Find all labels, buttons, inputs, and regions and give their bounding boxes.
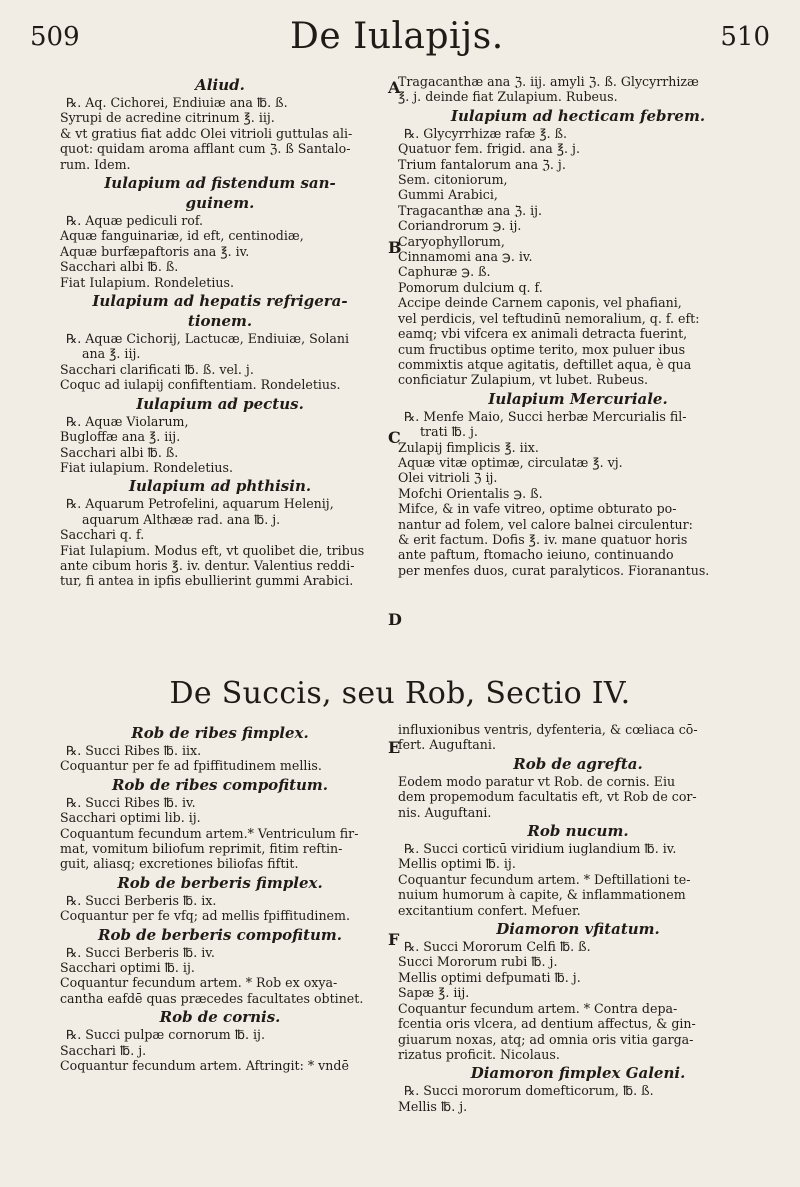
text-line: Tragacanthæ ana ℨ. iij. amyli ℨ. ß. Glycyrrhizæ xyxy=(398,74,699,89)
text-line: trati ℔. j. xyxy=(420,424,478,440)
text-line: influxionibus ventris, dyfenteria, & cœliaca cō- xyxy=(398,722,698,737)
margin-letter-f: F xyxy=(388,930,400,949)
recipe-heading: Aliud. xyxy=(195,76,245,94)
text-line: dem propemodum facultatis eft, vt Rob de cor- xyxy=(398,789,697,805)
text-line: Aquæ vitæ optimæ, circulatæ ℥. vj. xyxy=(398,454,623,470)
text-line: conficiatur Zulapium, vt lubet. Rubeus. xyxy=(398,372,649,388)
text-line: Sacchari albi ℔. ß. xyxy=(60,444,179,460)
recipe-heading: tionem. xyxy=(187,312,253,331)
recipe-heading: Diamoron fimplex Galeni. xyxy=(470,1064,686,1083)
text-line: ℞. Succi pulpæ cornorum ℔. ij. xyxy=(66,1027,265,1043)
text-line: ante cibum horis ℥. iv. dentur. Valentius reddi- xyxy=(60,557,355,573)
text-line: Coquc ad iulapij confiftentiam. Rondeletius. xyxy=(60,377,341,393)
recipe-heading: Rob de ribes fimplex. xyxy=(131,724,309,742)
text-line: Coquantur fecundum artem. * Contra depa- xyxy=(398,1000,678,1016)
text-line: ℞. Succi mororum domefticorum, ℔. ß. xyxy=(404,1083,654,1099)
text-line: per menfes duos, curat paralyticos. Fioranantus. xyxy=(398,562,710,578)
text-line: nis. Auguftani. xyxy=(398,804,492,820)
text-line: cum fructibus optime terito, mox puluer ibus xyxy=(398,341,686,357)
text-line: ℞. Succi Ribes ℔. iix. xyxy=(66,743,202,758)
text-line: ante paftum, ftomacho ieiuno, continuando xyxy=(398,547,674,563)
text-line: tur, fi antea in ipfis ebullierint gummi Arabici. xyxy=(60,573,354,589)
text-line: Accipe deinde Carnem caponis, vel phafiani, xyxy=(398,295,682,311)
section-heading: De Succis, seu Rob, Sectio IV. xyxy=(169,676,631,711)
text-line: Sacchari albi ℔. ß. xyxy=(60,259,179,275)
text-line: Aquæ burfæpaftoris ana ℥. iv. xyxy=(60,243,250,259)
text-line: & vt gratius fiat addc Olei vitrioli guttulas ali- xyxy=(60,125,353,141)
text-line: ℞. Succi Berberis ℔. iv. xyxy=(66,944,215,960)
text-line: Sacchari optimi ℔. ij. xyxy=(60,960,195,976)
recipe-heading: guinem. xyxy=(185,194,255,213)
recipe-heading: Iulapium ad fistendum san- xyxy=(104,174,336,193)
text-line: Tragacanthæ ana ℨ. ij. xyxy=(398,202,543,218)
text-line: Coquantur fecundum artem. * Rob ex oxya- xyxy=(60,975,338,991)
margin-letter-b: B xyxy=(388,238,402,257)
text-line: Coquantur fecundum artem. Aftringit: * vndē xyxy=(60,1058,349,1074)
text-line: ℞. Aq. Cichorei, Endiuiæ ana ℔. ß. xyxy=(66,95,288,110)
text-line: commixtis atque agitatis, deftillet aqua, è qua xyxy=(398,356,692,372)
text-line: Syrupi de acredine citrinum ℥. iij. xyxy=(60,110,275,126)
text-line: & erit factum. Dofis ℥. iv. mane quatuor horis xyxy=(398,531,688,547)
recipe-heading: Diamoron vfitatum. xyxy=(496,920,660,939)
running-title: De Iulapijs. xyxy=(290,16,504,57)
text-line: fcentia oris vlcera, ad dentium affectus, & gin- xyxy=(398,1016,696,1032)
text-line: Mellis optimi ℔. ij. xyxy=(398,856,516,872)
text-line: eamq; vbi vifcera ex animali detracta fuerint, xyxy=(398,326,688,342)
text-line: Sacchari clarificati ℔. ß. vel. j. xyxy=(60,361,254,377)
text-line: aquarum Althææ rad. ana ℔. j. xyxy=(82,511,281,527)
text-line: ℞. Succi Ribes ℔. iv. xyxy=(66,794,196,810)
recipe-heading: Rob nucum. xyxy=(527,822,629,841)
text-line: Coquantur fecundum artem. * Deftillationi te- xyxy=(398,871,691,887)
text-line: cantha eafdē quas præcedes facultates obtinet. xyxy=(60,990,364,1006)
text-line: Cinnamomi ana ℈. iv. xyxy=(398,249,533,265)
margin-letter-a: A xyxy=(388,78,401,97)
text-line: Quatuor fem. frigid. ana ℥. j. xyxy=(398,141,580,157)
text-line: Sacchari q. f. xyxy=(60,527,145,543)
text-line: Mellis optimi defpumati ℔. j. xyxy=(398,969,581,985)
text-line: Caryophyllorum, xyxy=(398,233,505,249)
text-line: ℞. Aquæ Cichorij, Lactucæ, Endiuiæ, Solani xyxy=(66,331,350,347)
text-line: Eodem modo paratur vt Rob. de cornis. Eiu xyxy=(398,773,676,789)
text-line: nuium humorum à capite, & inflammationem xyxy=(398,887,686,903)
text-line: Caphuræ ℈. ß. xyxy=(398,264,491,280)
left-column-top xyxy=(60,74,380,589)
text-line: Sacchari ℔. j. xyxy=(60,1042,147,1058)
text-line: guit, aliasq; excretiones biliofas fiftit. xyxy=(60,856,299,872)
text-line: ℞. Succi Berberis ℔. ix. xyxy=(66,892,217,908)
text-line: Sacchari optimi lib. ij. xyxy=(60,810,201,826)
text-line: Zulapij fimplicis ℥. iix. xyxy=(398,439,539,455)
text-line: Fiat Iulapium. Rondeletius. xyxy=(60,274,234,290)
text-line: ℥. j. deinde fiat Zulapium. Rubeus. xyxy=(398,89,618,105)
text-line: Fiat Iulapium. Modus eft, vt quolibet die, tribus xyxy=(60,542,365,558)
recipe-heading: Rob de ribes compofitum. xyxy=(111,775,329,794)
text-line: Coquantur per fe ad fpiffitudinem mellis. xyxy=(60,758,322,774)
text-line: Mifce, & in vafe vitreo, optime obturato po- xyxy=(398,501,677,517)
text-line: Mellis ℔. j. xyxy=(398,1098,468,1114)
right-column-top xyxy=(398,74,758,578)
recipe-heading: Rob de cornis. xyxy=(159,1008,281,1027)
margin-letter-c: C xyxy=(388,428,401,447)
text-line: Bugloffæ ana ℥. iij. xyxy=(60,429,181,445)
text-line: giuarum noxas, atq; ad omnia oris vitia garga- xyxy=(398,1031,694,1047)
right-column-bottom xyxy=(398,722,758,1114)
recipe-heading: Iulapium ad phthisin. xyxy=(128,477,312,496)
margin-letter-e: E xyxy=(388,738,401,757)
text-line: fert. Auguftani. xyxy=(398,737,496,753)
recipe-heading: Iulapium Mercuriale. xyxy=(488,389,668,408)
text-line: vel perdicis, vel teftudinū nemoralium, q. f. eft: xyxy=(398,310,700,326)
text-line: Sem. citoniorum, xyxy=(398,172,508,188)
text-line: Coquantur per fe vfq; ad mellis fpiffitudinem. xyxy=(60,908,350,924)
text-line: ℞. Aquæ Violarum, xyxy=(66,413,189,429)
text-line: ℞. Succi corticū viridium iuglandium ℔. iv. xyxy=(404,841,677,857)
text-line: ℞. Aquæ pediculi rof. xyxy=(66,213,204,229)
text-line: Fiat iulapium. Rondeletius. xyxy=(60,459,233,475)
recipe-heading: Rob de agrefta. xyxy=(513,754,643,773)
text-line: excitantium confert. Mefuer. xyxy=(398,902,581,918)
page-number-left: 509 xyxy=(30,22,80,52)
text-line: ana ℥. iij. xyxy=(82,346,141,362)
recipe-heading: Iulapium ad pectus. xyxy=(136,394,304,413)
text-line: nantur ad folem, vel calore balnei circulentur: xyxy=(398,516,693,532)
page-number-right: 510 xyxy=(720,22,770,52)
text-line: Succi Mororum rubi ℔. j. xyxy=(398,954,558,970)
recipe-heading: Rob de berberis fimplex. xyxy=(117,873,323,892)
text-line: rum. Idem. xyxy=(60,156,131,172)
left-column-bottom xyxy=(60,722,380,1074)
text-line: ℞. Glycyrrhizæ rafæ ℥. ß. xyxy=(404,125,568,141)
text-line: quot: quidam aroma afflant cum ℨ. ß Santalo- xyxy=(60,141,351,157)
recipe-heading: Iulapium ad hepatis refrigera- xyxy=(92,292,348,311)
text-line: Sapæ ℥. iij. xyxy=(398,985,470,1001)
text-line: ℞. Aquarum Petrofelini, aquarum Helenij, xyxy=(66,496,334,512)
text-line: Coquantum fecundum artem.* Ventriculum fir- xyxy=(60,825,359,841)
text-line: Gummi Arabici, xyxy=(398,187,498,203)
recipe-heading: Rob de berberis compofitum. xyxy=(97,925,342,944)
text-line: Pomorum dulcium q. f. xyxy=(398,279,543,295)
text-line: Trium fantalorum ana ℨ. j. xyxy=(398,156,566,172)
text-line: Olei vitrioli ℨ ij. xyxy=(398,470,498,486)
text-line: ℞. Succi Mororum Celfi ℔. ß. xyxy=(404,939,591,955)
text-line: Aquæ fanguinariæ, id eft, centinodiæ, xyxy=(60,228,304,244)
margin-letter-d: D xyxy=(388,610,402,629)
text-line: ℞. Menfe Maio, Succi herbæ Mercurialis fil- xyxy=(404,408,687,424)
recipe-heading: Iulapium ad hecticam febrem. xyxy=(450,106,706,125)
text-line: mat, vomitum biliofum reprimit, fitim reftin- xyxy=(60,841,343,857)
text-line: Mofchi Orientalis ℈. ß. xyxy=(398,485,543,501)
text-line: Coriandrorum ℈. ij. xyxy=(398,218,522,234)
running-head xyxy=(0,14,800,60)
text-line: rizatus proficit. Nicolaus. xyxy=(398,1046,560,1062)
